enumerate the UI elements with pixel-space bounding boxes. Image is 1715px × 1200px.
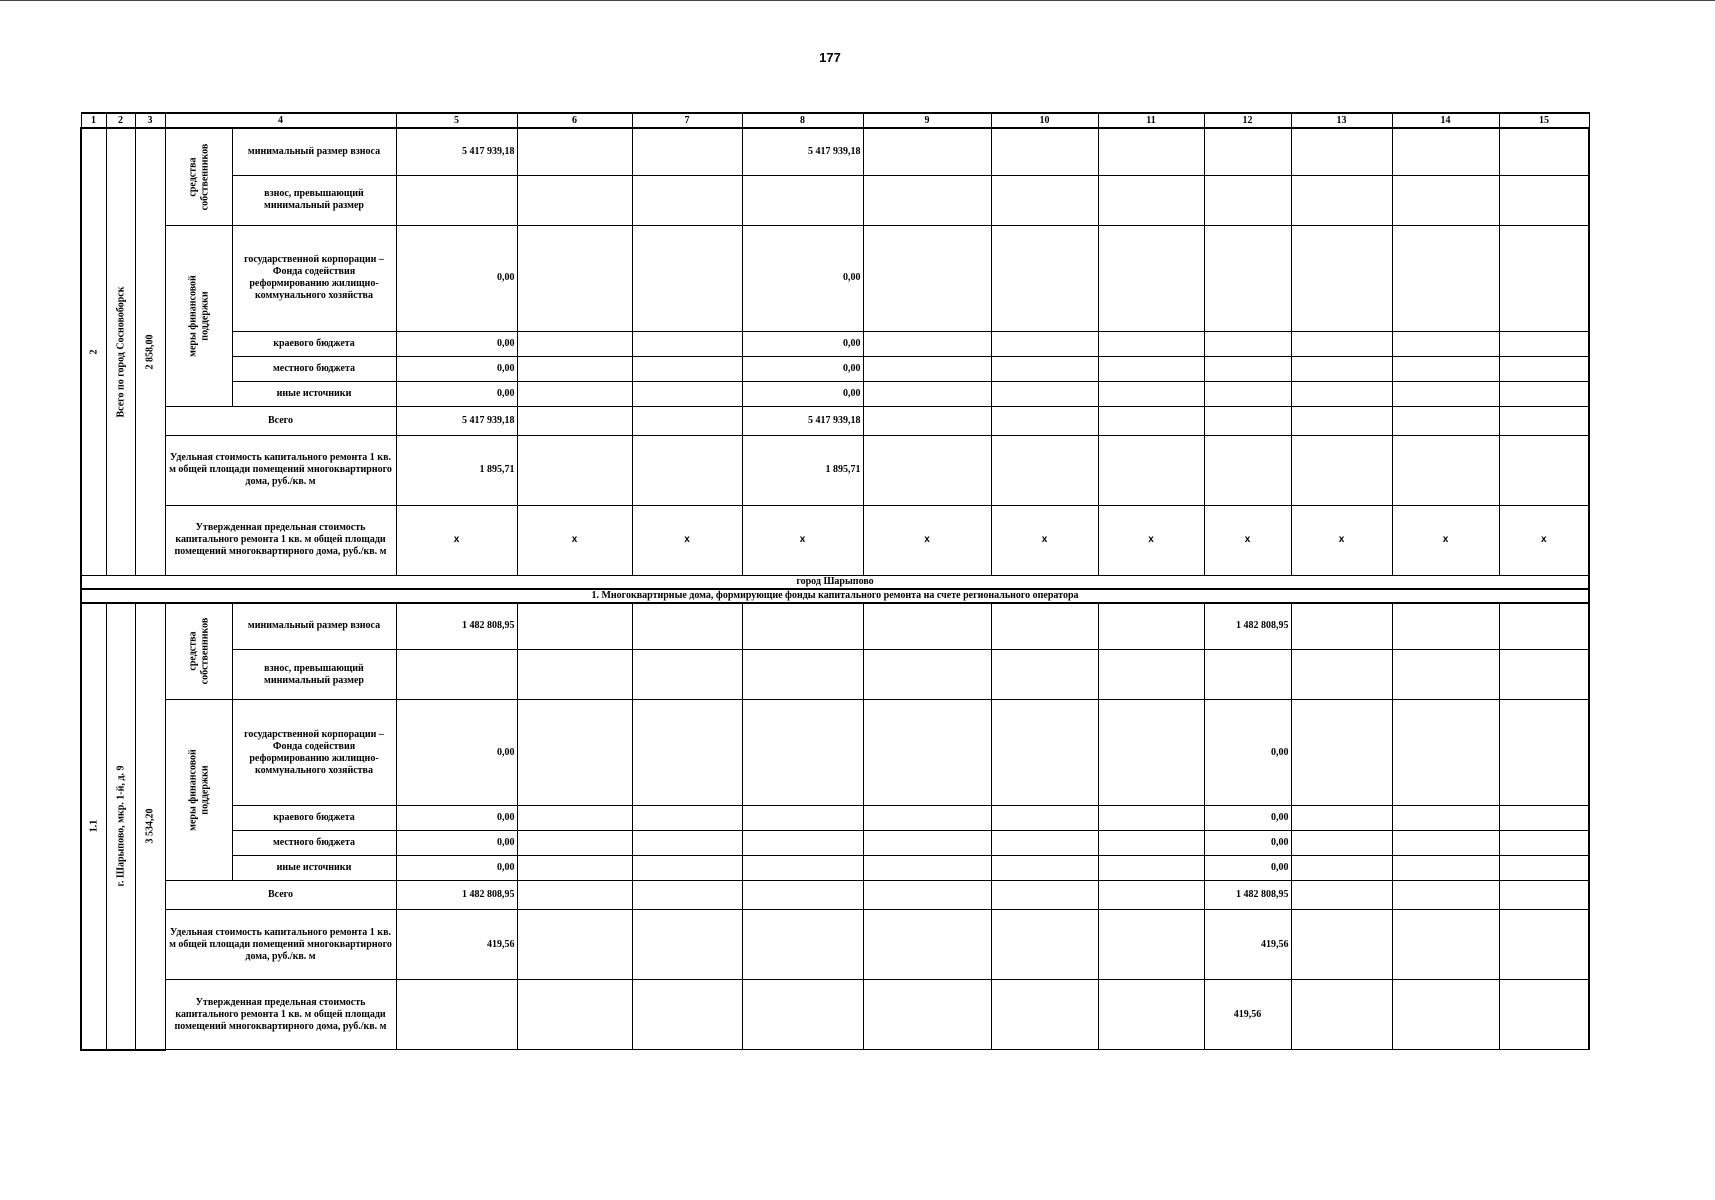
band-city-row bbox=[81, 575, 1589, 589]
capital-repair-table bbox=[80, 112, 1590, 1051]
row-label-approved: Утвержденная предельная стоимость капитального ремонта 1 кв. м общей площади помещений многоквартирного дома, руб./кв. м bbox=[165, 980, 396, 1050]
object-name-cell: г. Шарыпово, мкр. 1-й, д. 9 bbox=[106, 603, 135, 1050]
value-cell: 1 482 808,95 bbox=[1204, 603, 1291, 650]
value-cell: 1 895,71 bbox=[742, 435, 863, 505]
col-header: 3 bbox=[135, 113, 165, 128]
value-cell: 1 482 808,95 bbox=[1204, 881, 1291, 910]
value-cell: 5 417 939,18 bbox=[742, 406, 863, 435]
col-header: 11 bbox=[1098, 113, 1204, 128]
value-cell: 0,00 bbox=[396, 700, 517, 806]
value-cell: 5 417 939,18 bbox=[396, 406, 517, 435]
x-mark: х bbox=[1499, 505, 1589, 575]
table-row bbox=[81, 603, 1589, 650]
col-header: 7 bbox=[632, 113, 742, 128]
table-row bbox=[81, 980, 1589, 1050]
table-row bbox=[81, 331, 1589, 356]
col-header: 2 bbox=[106, 113, 135, 128]
col-header: 4 bbox=[165, 113, 396, 128]
row-label: краевого бюджета bbox=[232, 806, 396, 831]
table-row bbox=[81, 910, 1589, 980]
value-cell: 5 417 939,18 bbox=[396, 128, 517, 175]
area-cell: 2 858,00 bbox=[135, 128, 165, 575]
value-cell: 0,00 bbox=[742, 381, 863, 406]
row-label: минимальный размер взноса bbox=[232, 603, 396, 650]
row-label-approved: Утвержденная предельная стоимость капитального ремонта 1 кв. м общей площади помещений многоквартирного дома, руб./кв. м bbox=[165, 505, 396, 575]
value-cell: 0,00 bbox=[396, 331, 517, 356]
table-row bbox=[81, 381, 1589, 406]
table-row bbox=[81, 831, 1589, 856]
value-cell: 0,00 bbox=[1204, 831, 1291, 856]
col-header: 12 bbox=[1204, 113, 1291, 128]
table-row bbox=[81, 175, 1589, 225]
group-support-cell: меры финансовой поддержки bbox=[165, 225, 232, 406]
value-cell: 419,56 bbox=[396, 910, 517, 980]
col-header: 8 bbox=[742, 113, 863, 128]
value-cell: 5 417 939,18 bbox=[742, 128, 863, 175]
x-mark: х bbox=[517, 505, 632, 575]
column-number-row bbox=[81, 113, 1589, 128]
col-header: 13 bbox=[1291, 113, 1392, 128]
value-cell: 1 482 808,95 bbox=[396, 881, 517, 910]
value-cell: 0,00 bbox=[742, 225, 863, 331]
row-label: взнос, превышающий минимальный размер bbox=[232, 175, 396, 225]
col-header: 6 bbox=[517, 113, 632, 128]
object-name-cell: Всего по город Сосновоборск bbox=[106, 128, 135, 575]
row-label-total: Всего bbox=[165, 881, 396, 910]
value-cell: 0,00 bbox=[1204, 856, 1291, 881]
row-label: государственной корпорации – Фонда содействия реформированию жилищно-коммунального хозяйства bbox=[232, 225, 396, 331]
value-cell: 1 482 808,95 bbox=[396, 603, 517, 650]
row-label-total: Всего bbox=[165, 406, 396, 435]
band-section-row bbox=[81, 589, 1589, 603]
row-number-cell: 2 bbox=[81, 128, 106, 575]
table-row bbox=[81, 356, 1589, 381]
table-row bbox=[81, 225, 1589, 331]
x-mark: х bbox=[991, 505, 1098, 575]
table-row bbox=[81, 650, 1589, 700]
row-number-cell: 1.1 bbox=[81, 603, 106, 1050]
value-cell: 419,56 bbox=[1204, 910, 1291, 980]
row-label-unit-cost: Удельная стоимость капитального ремонта 1 кв. м общей площади помещений многоквартирного дома, руб./кв. м bbox=[165, 910, 396, 980]
band-section: 1. Многоквартирные дома, формирующие фонды капитального ремонта на счете регионального оператора bbox=[81, 589, 1589, 603]
x-mark: х bbox=[396, 505, 517, 575]
group-support-cell: меры финансовой поддержки bbox=[165, 700, 232, 881]
row-label: минимальный размер взноса bbox=[232, 128, 396, 175]
col-header: 5 bbox=[396, 113, 517, 128]
row-label: иные источники bbox=[232, 381, 396, 406]
value-cell: 0,00 bbox=[396, 381, 517, 406]
value-cell: 419,56 bbox=[1204, 980, 1291, 1050]
col-header: 9 bbox=[863, 113, 991, 128]
value-cell: 0,00 bbox=[396, 831, 517, 856]
table-row bbox=[81, 435, 1589, 505]
top-rule bbox=[0, 0, 1715, 1]
value-cell: 0,00 bbox=[1204, 806, 1291, 831]
value-cell: 0,00 bbox=[742, 356, 863, 381]
area-cell: 3 534,20 bbox=[135, 603, 165, 1050]
value-cell: 0,00 bbox=[396, 806, 517, 831]
group-owners-cell: средства собственников bbox=[165, 603, 232, 700]
table-row bbox=[81, 700, 1589, 806]
row-label: взнос, превышающий минимальный размер bbox=[232, 650, 396, 700]
row-label: иные источники bbox=[232, 856, 396, 881]
x-mark: х bbox=[1098, 505, 1204, 575]
x-mark: х bbox=[1204, 505, 1291, 575]
group-owners-cell: средства собственников bbox=[165, 128, 232, 225]
col-header: 15 bbox=[1499, 113, 1589, 128]
x-mark: х bbox=[1392, 505, 1499, 575]
band-city: город Шарыпово bbox=[81, 575, 1589, 589]
value-cell: 0,00 bbox=[396, 856, 517, 881]
table-row bbox=[81, 505, 1589, 575]
x-mark: х bbox=[742, 505, 863, 575]
value-cell: 0,00 bbox=[1204, 700, 1291, 806]
table-row bbox=[81, 881, 1589, 910]
table-row bbox=[81, 806, 1589, 831]
col-header: 1 bbox=[81, 113, 106, 128]
value-cell: 0,00 bbox=[742, 331, 863, 356]
row-label-unit-cost: Удельная стоимость капитального ремонта 1 кв. м общей площади помещений многоквартирного дома, руб./кв. м bbox=[165, 435, 396, 505]
row-label: местного бюджета bbox=[232, 831, 396, 856]
table-row bbox=[81, 856, 1589, 881]
x-mark: х bbox=[632, 505, 742, 575]
page-number: 177 bbox=[819, 50, 841, 65]
value-cell: 0,00 bbox=[396, 225, 517, 331]
row-label: государственной корпорации – Фонда содействия реформированию жилищно-коммунального хозяйства bbox=[232, 700, 396, 806]
row-label: краевого бюджета bbox=[232, 331, 396, 356]
table-row bbox=[81, 128, 1589, 175]
x-mark: х bbox=[1291, 505, 1392, 575]
col-header: 10 bbox=[991, 113, 1098, 128]
col-header: 14 bbox=[1392, 113, 1499, 128]
row-label: местного бюджета bbox=[232, 356, 396, 381]
x-mark: х bbox=[863, 505, 991, 575]
value-cell: 1 895,71 bbox=[396, 435, 517, 505]
table-row bbox=[81, 406, 1589, 435]
value-cell: 0,00 bbox=[396, 356, 517, 381]
